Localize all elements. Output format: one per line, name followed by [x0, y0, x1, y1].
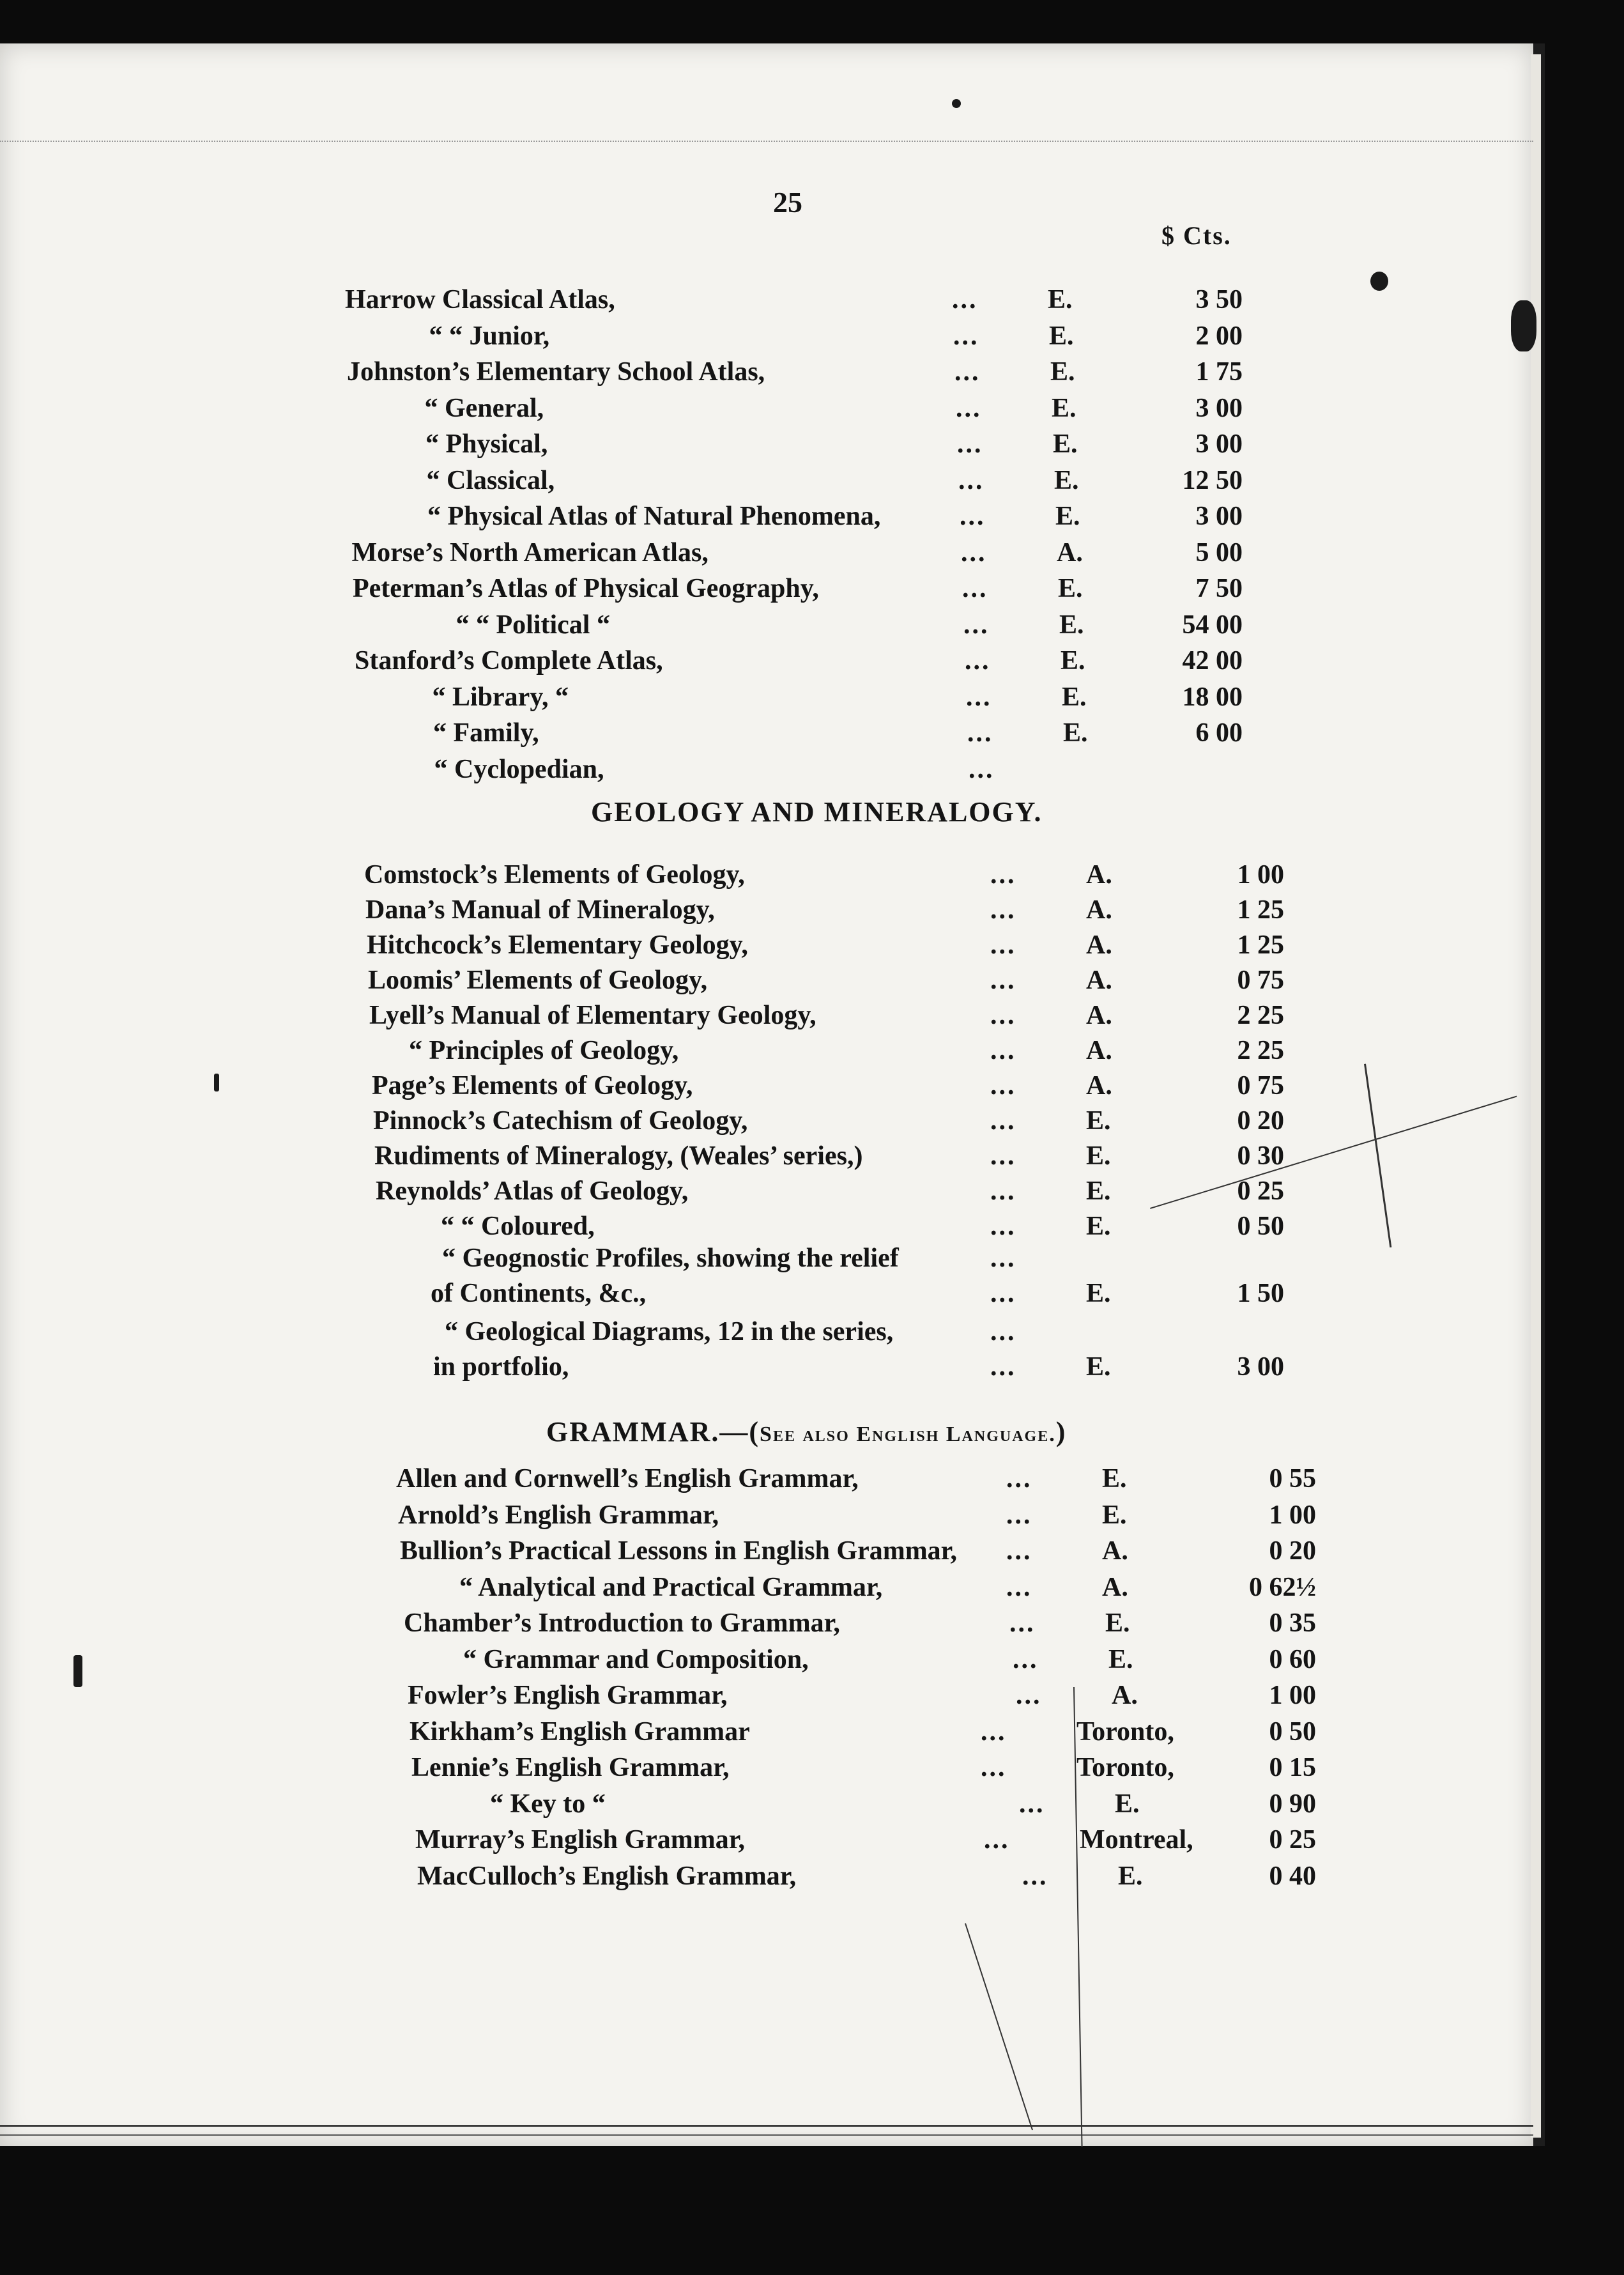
entry-price: 3 50 — [1195, 285, 1243, 314]
leader-dots: ... — [961, 537, 987, 567]
catalogue-entry — [379, 1278, 1284, 1314]
entry-publisher: A. — [1086, 1001, 1112, 1030]
catalogue-entry — [382, 1352, 1284, 1387]
leader-dots: ... — [1009, 1608, 1036, 1638]
entry-price: 54 00 — [1182, 610, 1243, 640]
catalogue-entry — [408, 1680, 1316, 1716]
entry-title: “ Geognostic Profiles, showing the relief — [442, 1244, 899, 1273]
entry-title: Lyell’s Manual of Elementary Geology, — [369, 1001, 816, 1030]
bottom-rule — [0, 2125, 1533, 2127]
entry-publisher: E. — [1063, 718, 1088, 748]
entry-title: Peterman’s Atlas of Physical Geography, — [353, 574, 819, 603]
entry-publisher: E. — [1058, 574, 1083, 603]
entry-title: Arnold’s English Grammar, — [398, 1500, 719, 1530]
leader-dots: ... — [962, 574, 988, 603]
entry-price: 0 15 — [1269, 1753, 1316, 1782]
entry-price: 1 25 — [1237, 930, 1284, 960]
entry-title: “ “ Political “ — [456, 610, 610, 640]
entry-title: “ Geological Diagrams, 12 in the series, — [445, 1317, 894, 1346]
catalogue-entry — [411, 1752, 1316, 1788]
entry-title: in portfolio, — [433, 1352, 569, 1382]
entry-publisher: Montreal, — [1080, 1825, 1193, 1855]
catalogue-entry — [346, 321, 1243, 357]
entry-price: 2 25 — [1237, 1001, 1284, 1030]
leader-dots: ... — [1016, 1681, 1042, 1710]
leader-dots: ... — [990, 1036, 1016, 1065]
catalogue-entry — [373, 1106, 1284, 1141]
entry-price: 0 35 — [1269, 1608, 1316, 1638]
leader-dots: ... — [990, 966, 1016, 995]
leader-dots: ... — [966, 682, 992, 712]
entry-price: 3 00 — [1195, 393, 1243, 423]
entry-price: 0 30 — [1237, 1141, 1284, 1171]
entry-publisher: A. — [1057, 537, 1083, 567]
entry-title: Kirkham’s English Grammar — [410, 1716, 750, 1747]
entry-price: 1 25 — [1237, 895, 1284, 925]
entry-publisher: A. — [1086, 860, 1112, 890]
entry-publisher: E. — [1086, 1176, 1111, 1206]
entry-title: Morse’s North American Atlas, — [351, 537, 709, 567]
catalogue-entry — [369, 1000, 1284, 1036]
leader-dots: ... — [990, 860, 1016, 890]
entry-publisher: E. — [1086, 1352, 1111, 1382]
entry-price: 1 00 — [1269, 1681, 1316, 1710]
ink-blot — [1511, 300, 1536, 351]
entry-title: Bullion’s Practical Lessons in English Grammar, — [400, 1536, 957, 1566]
entry-publisher: E. — [1108, 1644, 1133, 1674]
entry-title: “ Cyclopedian, — [434, 754, 604, 784]
catalogue-entry — [374, 1141, 1284, 1176]
entry-price: 0 60 — [1269, 1644, 1316, 1674]
entry-title: “ Classical, — [426, 465, 555, 495]
entry-title: Lennie’s English Grammar, — [411, 1753, 730, 1782]
entry-publisher: A. — [1112, 1681, 1138, 1710]
entry-price: 0 75 — [1237, 966, 1284, 995]
leader-dots: ... — [990, 1141, 1016, 1171]
entry-publisher: E. — [1053, 429, 1078, 459]
entry-title: Pinnock’s Catechism of Geology, — [373, 1106, 748, 1136]
catalogue-entry — [417, 1861, 1316, 1897]
entry-title: “ Principles of Geology, — [409, 1036, 679, 1065]
grammar-heading-see-also: See also English Language. — [760, 1423, 1056, 1446]
leader-dots: ... — [990, 1212, 1016, 1241]
entry-price: 1 00 — [1269, 1500, 1316, 1530]
entry-title: Reynolds’ Atlas of Geology, — [376, 1176, 689, 1206]
entry-price: 12 50 — [1182, 465, 1243, 495]
catalogue-entry — [358, 754, 1243, 790]
entry-title: Loomis’ Elements of Geology, — [368, 966, 708, 995]
entry-publisher: E. — [1055, 502, 1080, 531]
leader-dots: ... — [969, 754, 995, 784]
leader-dots: ... — [957, 429, 983, 459]
catalogue-entry — [356, 718, 1243, 753]
entry-price: 7 50 — [1195, 574, 1243, 603]
entry-title: Rudiments of Mineralogy, (Weales’ series,) — [374, 1141, 863, 1171]
leader-dots: ... — [990, 930, 1016, 960]
catalogue-entry — [353, 573, 1243, 609]
entry-price: 0 40 — [1269, 1861, 1316, 1891]
catalogue-entry — [381, 1316, 1284, 1352]
entry-publisher: E. — [1086, 1141, 1111, 1171]
leader-dots: ... — [990, 1106, 1016, 1136]
entry-title: Dana’s Manual of Mineralogy, — [365, 895, 715, 925]
grammar-heading-close: ) — [1055, 1416, 1067, 1447]
entry-publisher: E. — [1086, 1212, 1111, 1241]
entry-publisher: A. — [1086, 1071, 1112, 1100]
entry-publisher: Toronto, — [1076, 1716, 1174, 1747]
entry-price: 6 00 — [1195, 718, 1243, 748]
entry-publisher: A. — [1086, 966, 1112, 995]
entry-publisher: A. — [1102, 1536, 1128, 1566]
entry-price: 0 25 — [1269, 1825, 1316, 1855]
leader-dots: ... — [967, 718, 993, 748]
catalogue-entry — [349, 429, 1243, 465]
entry-publisher: A. — [1086, 930, 1112, 960]
catalogue-entry — [376, 1176, 1284, 1212]
leader-dots: ... — [1022, 1861, 1048, 1891]
entry-publisher: Toronto, — [1076, 1753, 1174, 1782]
entry-title: Comstock’s Elements of Geology, — [364, 860, 745, 890]
catalogue-entry — [378, 1243, 1284, 1279]
catalogue-entry — [347, 357, 1243, 392]
leader-dots: ... — [953, 321, 979, 351]
catalogue-entry — [350, 465, 1243, 501]
catalogue-entry — [413, 1789, 1316, 1824]
entry-title: Murray’s English Grammar, — [415, 1825, 746, 1855]
entry-price: 18 00 — [1182, 682, 1243, 712]
entry-title: “ Physical Atlas of Natural Phenomena, — [427, 502, 881, 531]
page-number: 25 — [773, 186, 802, 219]
catalogue-entry — [367, 930, 1284, 966]
entry-publisher: E. — [1059, 610, 1084, 640]
entry-price: 0 75 — [1237, 1071, 1284, 1100]
entry-price: 2 00 — [1195, 321, 1243, 351]
catalogue-entry — [364, 860, 1284, 895]
catalogue-entry — [396, 1463, 1316, 1499]
catalogue-entry — [406, 1644, 1316, 1680]
ink-speck — [952, 99, 961, 108]
catalogue-entry — [368, 965, 1284, 1001]
catalogue-entry — [348, 393, 1243, 429]
leader-dots: ... — [1006, 1464, 1032, 1493]
catalogue-entry — [354, 610, 1243, 645]
catalogue-entry — [372, 1070, 1284, 1106]
entry-title: Stanford’s Complete Atlas, — [355, 646, 663, 675]
leader-dots: ... — [965, 646, 991, 675]
leader-dots: ... — [1013, 1644, 1039, 1674]
leader-dots: ... — [990, 1176, 1016, 1206]
entry-price: 0 62½ — [1249, 1572, 1316, 1602]
catalogue-entry — [365, 895, 1284, 930]
entry-price: 0 50 — [1237, 1212, 1284, 1241]
entry-price: 3 00 — [1195, 429, 1243, 459]
catalogue-entry — [415, 1824, 1316, 1860]
catalogue-entry — [352, 537, 1243, 573]
entry-publisher: E. — [1102, 1464, 1127, 1493]
leader-dots: ... — [1006, 1536, 1032, 1566]
entry-title: “ Grammar and Composition, — [463, 1644, 809, 1674]
leader-dots: ... — [981, 1753, 1007, 1782]
page-edge — [1531, 54, 1541, 2138]
entry-publisher: E. — [1049, 321, 1074, 351]
entry-publisher: A. — [1102, 1572, 1128, 1602]
leader-dots: ... — [990, 1001, 1016, 1030]
top-dotted-rule — [0, 141, 1533, 143]
entry-title: “ General, — [424, 393, 544, 423]
grammar-heading-main: GRAMMAR.—( — [546, 1416, 760, 1447]
entry-title: Chamber’s Introduction to Grammar, — [404, 1608, 840, 1638]
catalogue-entry — [398, 1500, 1316, 1536]
leader-dots: ... — [984, 1825, 1010, 1855]
catalogue-entry — [402, 1572, 1316, 1608]
catalogue-entry — [351, 501, 1243, 537]
entry-publisher: E. — [1115, 1789, 1140, 1819]
entry-price: 2 25 — [1237, 1036, 1284, 1065]
entry-title: “ Analytical and Practical Grammar, — [459, 1572, 883, 1602]
entry-title: Harrow Classical Atlas, — [345, 285, 615, 314]
bottom-rule-secondary — [0, 2134, 1533, 2136]
entry-publisher: A. — [1086, 1036, 1112, 1065]
leader-dots: ... — [990, 1352, 1016, 1382]
entry-publisher: E. — [1105, 1608, 1130, 1638]
entry-price: 0 20 — [1269, 1536, 1316, 1566]
catalogue-entry — [377, 1211, 1284, 1247]
entry-title: “ Family, — [433, 718, 539, 748]
leader-dots: ... — [981, 1716, 1007, 1747]
section-heading-geology: GEOLOGY AND MINERALOGY. — [591, 796, 1043, 828]
catalogue-entry — [410, 1716, 1316, 1752]
entry-price: 0 90 — [1269, 1789, 1316, 1819]
leader-dots: ... — [990, 1071, 1016, 1100]
entry-title: “ Physical, — [425, 429, 548, 459]
entry-publisher: E. — [1102, 1500, 1127, 1530]
entry-price: 42 00 — [1182, 646, 1243, 675]
entry-title: MacCulloch’s English Grammar, — [417, 1861, 797, 1891]
catalogue-entry — [345, 284, 1243, 320]
leader-dots: ... — [954, 357, 981, 387]
leader-dots: ... — [990, 1317, 1016, 1346]
entry-price: 5 00 — [1195, 537, 1243, 567]
entry-price: 0 50 — [1269, 1716, 1316, 1747]
entry-title: “ Library, “ — [432, 682, 569, 712]
entry-publisher: E. — [1086, 1279, 1111, 1308]
catalogue-entry — [355, 645, 1243, 681]
leader-dots: ... — [963, 610, 990, 640]
entry-price: 1 00 — [1237, 860, 1284, 890]
entry-publisher: E. — [1048, 285, 1073, 314]
entry-publisher: E. — [1061, 646, 1085, 675]
entry-price: 0 20 — [1237, 1106, 1284, 1136]
ink-blot — [1370, 272, 1388, 291]
entry-price: 1 75 — [1195, 357, 1243, 387]
catalogue-entry — [356, 682, 1243, 718]
entry-title: Fowler’s English Grammar, — [408, 1681, 728, 1710]
ink-mark — [73, 1655, 82, 1687]
entry-title: “ Key to “ — [490, 1789, 606, 1819]
entry-title: Allen and Cornwell’s English Grammar, — [396, 1464, 859, 1493]
leader-dots: ... — [990, 1244, 1016, 1273]
entry-title: “ “ Junior, — [429, 321, 550, 351]
entry-title: Hitchcock’s Elementary Geology, — [367, 930, 748, 960]
catalogue-entry — [400, 1536, 1316, 1571]
leader-dots: ... — [1019, 1789, 1045, 1819]
ink-mark — [214, 1074, 219, 1091]
section-heading-grammar — [546, 1415, 1066, 1448]
entry-title: of Continents, &c., — [431, 1279, 647, 1308]
entry-title: Johnston’s Elementary School Atlas, — [347, 357, 765, 387]
entry-publisher: E. — [1050, 357, 1075, 387]
entry-publisher: E. — [1052, 393, 1076, 423]
leader-dots: ... — [956, 393, 982, 423]
entry-price: 0 55 — [1269, 1464, 1316, 1493]
entry-price: 1 50 — [1237, 1279, 1284, 1308]
leader-dots: ... — [1006, 1500, 1032, 1530]
leader-dots: ... — [960, 502, 986, 531]
catalogue-entry — [371, 1035, 1284, 1071]
entry-title: “ “ Coloured, — [441, 1212, 595, 1241]
currency-header: $ Cts. — [1161, 221, 1232, 250]
leader-dots: ... — [1006, 1572, 1032, 1602]
entry-price: 3 00 — [1195, 502, 1243, 531]
entry-publisher: E. — [1086, 1106, 1111, 1136]
leader-dots: ... — [958, 465, 984, 495]
entry-price: 3 00 — [1237, 1352, 1284, 1382]
entry-publisher: E. — [1054, 465, 1079, 495]
entry-price: 0 25 — [1237, 1176, 1284, 1206]
catalogue-entry — [404, 1608, 1316, 1644]
entry-publisher: E. — [1062, 682, 1087, 712]
leader-dots: ... — [990, 1279, 1016, 1308]
entry-title: Page’s Elements of Geology, — [372, 1071, 693, 1100]
entry-publisher: E. — [1118, 1861, 1143, 1891]
leader-dots: ... — [990, 895, 1016, 925]
entry-publisher: A. — [1086, 895, 1112, 925]
leader-dots: ... — [952, 285, 978, 314]
